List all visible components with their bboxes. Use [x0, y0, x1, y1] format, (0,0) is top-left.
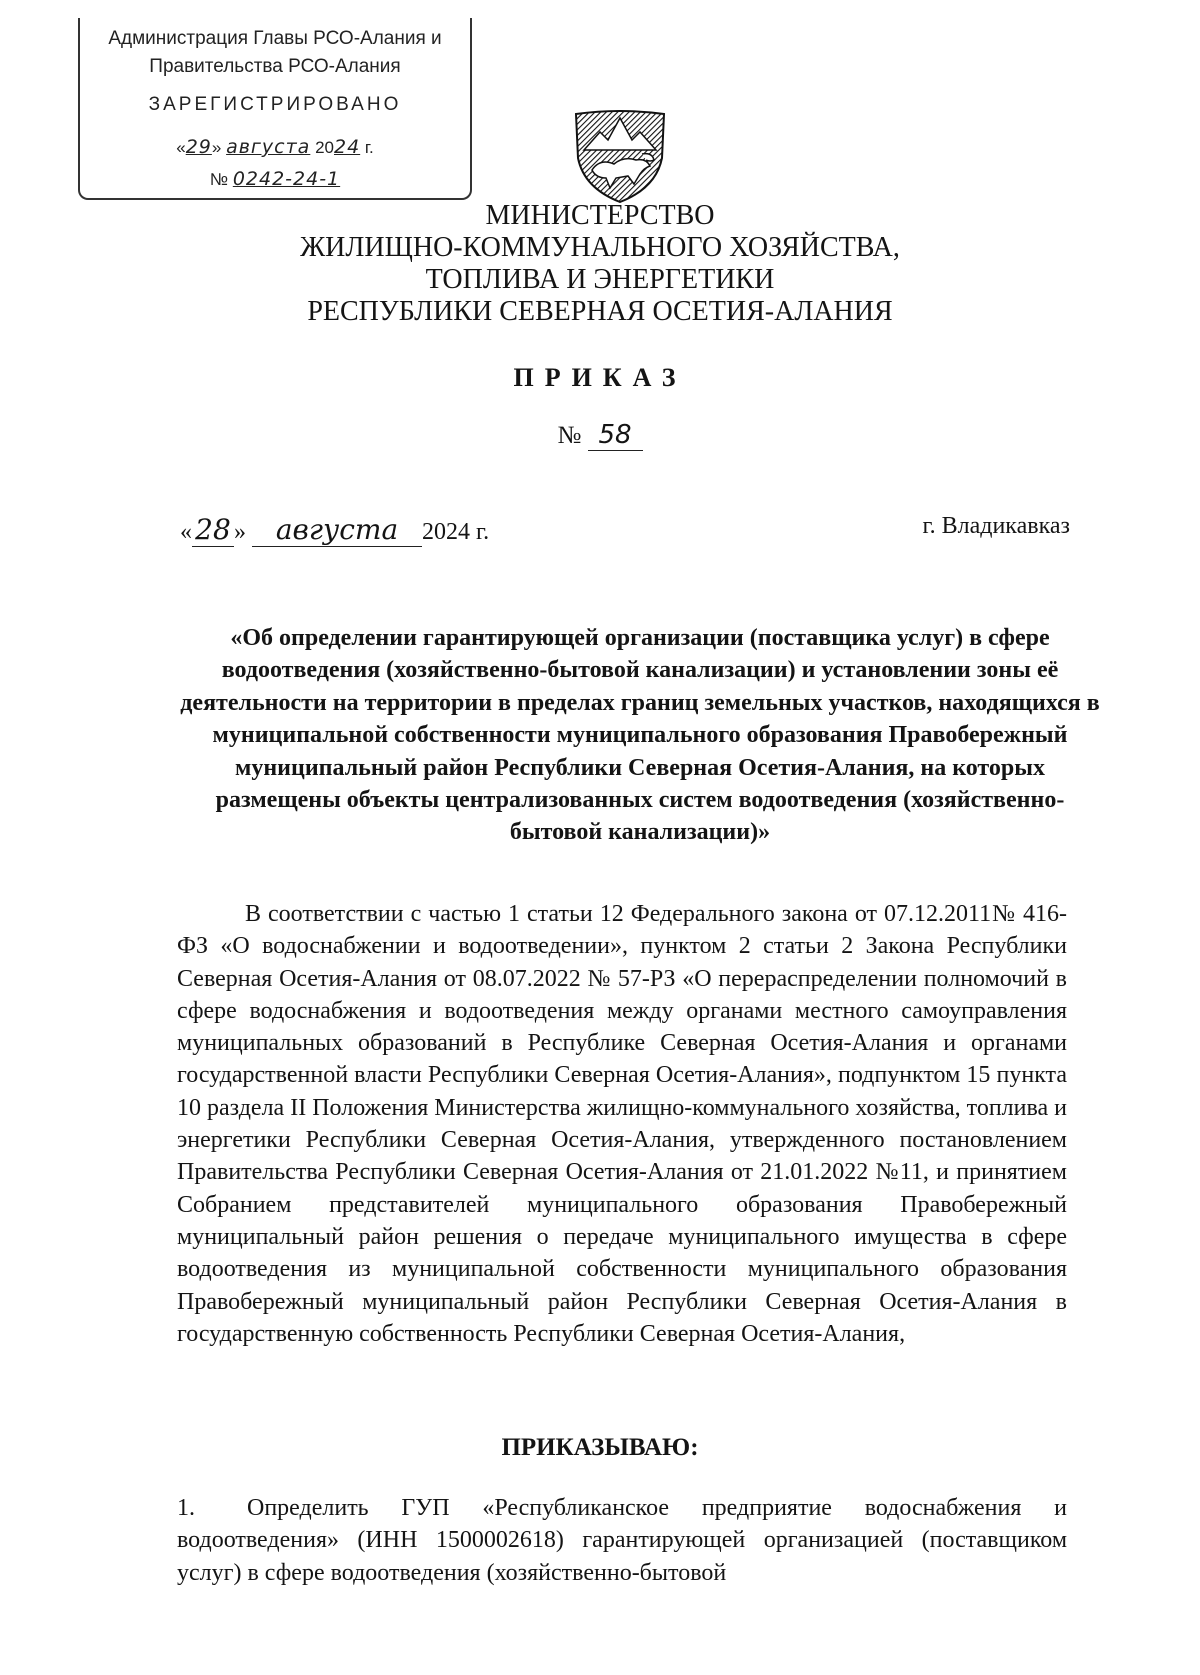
order-city: г. Владикавказ [922, 513, 1070, 539]
order-number-label: № [557, 422, 582, 449]
document-type-title: ПРИКАЗ [513, 363, 687, 392]
order-item-text: Определить ГУП «Республиканское предприятие водоснабжения и водоотведения» (ИНН 1500002618) гарантирующей организацией (поставщиком услуг) в сфере водоотведения (хозяйственно-бытовой [177, 1495, 1067, 1586]
ministry-line: ТОПЛИВА И ЭНЕРГЕТИКИ [425, 264, 775, 295]
ministry-line: МИНИСТЕРСТВО [485, 200, 715, 231]
stamp-date: «29» августа 2024 г. [176, 136, 374, 158]
order-number-value: 58 [588, 420, 643, 451]
stamp-date-day: 29 [185, 136, 212, 158]
stamp-org-line1: Администрация Главы РСО-Алания и [108, 28, 442, 49]
ministry-name [0, 200, 1200, 328]
coat-of-arms-emblem [570, 108, 670, 204]
stamp-date-month: августа [226, 136, 311, 158]
order-item-number: 1. [177, 1495, 195, 1521]
order-date-month: августа [252, 513, 422, 547]
order-date-year: 2024 г. [422, 519, 490, 545]
order-item [177, 1492, 1067, 1589]
ministry-line: ЖИЛИЩНО-КОММУНАЛЬНОГО ХОЗЯЙСТВА, [300, 232, 900, 263]
stamp-date-year: 24 [333, 136, 361, 158]
order-date-day: 28 [192, 513, 234, 547]
order-subject: «Об определении гарантирующей организации (поставщика услуг) в сфере водоотведения (хозяйственно-бытовой канализации) и установлении зоны её деятельности на территории в пределах границ земельных участков, находящихся в муниципальной собственности муниципального образования Правобережный муниципальный район Республики Северная Осетия-Алания, на которых размещены объекты централизованных систем водоотведения (хозяйственно-бытовой канализации)» [180, 625, 1100, 846]
stamp-registered-label: ЗАРЕГИСТРИРОВАНО [148, 94, 402, 115]
order-preamble: В соответствии с частью 1 статьи 12 Федерального закона от 07.12.2011№ 416-ФЗ «О водоснабжении и водоотведении», пунктом 2 статьи 2 Закона Республики Северная Осетия-Алания от 08.07.2022 № 57-РЗ «О перераспределении полномочий в сфере водоснабжения и водоотведения между органами местного самоуправления муниципальных образований в Республике Северная Осетия-Алания и органами государственной власти Республики Северная Осетия-Алания», подпунктом 15 пункта 10 раздела II Положения Министерства жилищно-коммунального хозяйства, топлива и энергетики Республики Северная Осетия-Алания, утвержденного постановлением Правительства Республики Северная Осетия-Алания от 21.01.2022 №11, и принятием Собранием представителей муниципального образования Правобережный муниципальный район решения о передаче муниципального имущества в сфере водоотведения из муниципальной собственности муниципального образования Правобережный муниципальный район Республики Северная Осетия-Алания в государственную собственность Республики Северная Осетия-Алания, [177, 901, 1067, 1347]
stamp-number: № 0242-24-1 [209, 168, 341, 190]
order-date: « 28 » августа 2024 г. [180, 513, 490, 546]
ministry-line: РЕСПУБЛИКИ СЕВЕРНАЯ ОСЕТИЯ-АЛАНИЯ [307, 296, 893, 327]
order-heading: ПРИКАЗЫВАЮ: [501, 1434, 699, 1461]
order-number [0, 420, 1200, 451]
stamp-number-value: 0242-24-1 [232, 168, 341, 190]
stamp-org-line2: Правительства РСО-Алания [149, 56, 401, 77]
date-city-line [180, 513, 1070, 549]
registration-stamp [78, 18, 472, 200]
